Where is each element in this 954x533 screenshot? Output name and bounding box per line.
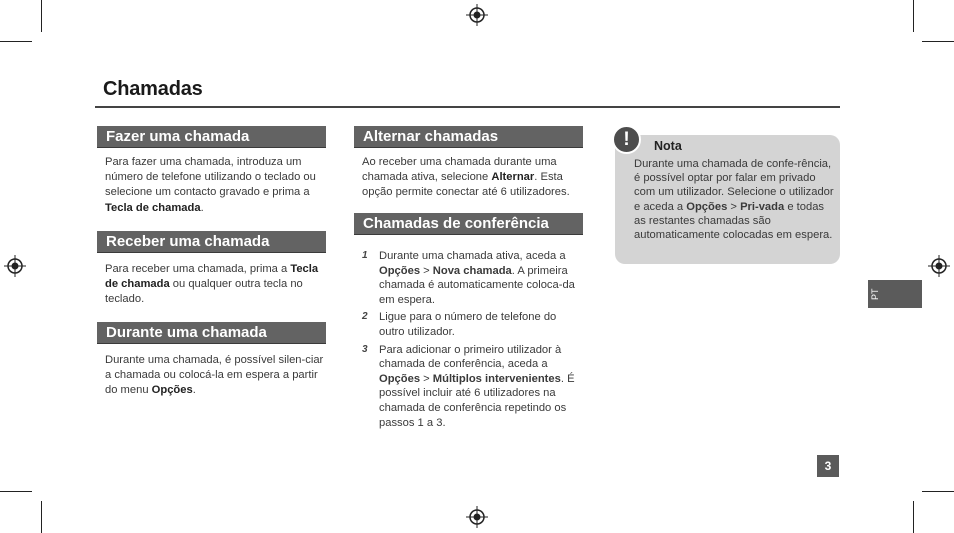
crop-mark [0, 41, 32, 42]
text-run: Durante uma chamada, é possível silen-ciar a chamada ou colocá-la em espera a partir do menu [105, 354, 324, 397]
text-run: > [420, 372, 433, 385]
text-run: Ligue para o número de telefone do outro utilizador. [379, 311, 557, 338]
section-heading-conference: Chamadas de conferência [354, 213, 583, 235]
crop-mark [922, 41, 954, 42]
section-heading-during-call: Durante uma chamada [97, 322, 326, 344]
text-run: . É possível incluir até 6 utilizadores na chamada de conferência repetindo os passos 1 a 3. [379, 372, 575, 429]
registration-mark-icon [466, 506, 488, 528]
section-heading-switch-calls: Alternar chamadas [354, 126, 583, 148]
text-run: > [727, 200, 741, 213]
crop-mark [913, 0, 914, 32]
during-call-text [105, 353, 327, 399]
text-run: . Esta opção permite conectar até 6 utilizadores. [362, 171, 570, 199]
text-run: . [192, 384, 196, 397]
crop-mark [913, 501, 914, 533]
language-tab-label: PT [870, 288, 880, 300]
bold-text: Opções [379, 372, 421, 385]
crop-mark [41, 501, 42, 533]
registration-mark-icon [928, 255, 950, 277]
text-run: . [200, 201, 204, 214]
registration-mark-icon [4, 255, 26, 277]
step-item [362, 310, 584, 339]
text-run: Durante uma chamada de confe-rência, é possível optar por falar em privado com um utilizador. Selecione o utilizador e aceda a [634, 158, 834, 213]
page-number: 3 [817, 455, 839, 477]
step-number: 3 [362, 343, 368, 355]
title-divider [95, 106, 840, 108]
crop-mark [0, 491, 32, 492]
registration-mark-icon [466, 4, 488, 26]
section-heading-make-call: Fazer uma chamada [97, 126, 326, 148]
step-item [362, 343, 584, 431]
bold-text: Tecla de chamada [105, 201, 201, 214]
text-run: . A primeira chamada é automaticamente coloca-da em espera. [379, 264, 575, 306]
text-run: Para fazer uma chamada, introduza um número de telefone utilizando o teclado ou selecione um contacto gravado e prima a [105, 156, 316, 199]
bold-text: Alternar [491, 171, 535, 184]
receive-call-text [105, 262, 323, 308]
section-heading-receive-call: Receber uma chamada [97, 231, 326, 253]
bold-text: Múltiplos intervenientes [432, 372, 561, 385]
bold-text: Pri-vada [740, 200, 785, 213]
exclamation-icon: ! [612, 125, 641, 154]
conference-steps [362, 249, 584, 433]
step-number: 1 [362, 250, 368, 261]
bold-text: Opções [379, 264, 421, 277]
text-run: Ao receber uma chamada durante uma chamada ativa, selecione [362, 156, 557, 184]
text-run: ou qualquer outra tecla no teclado. [105, 278, 303, 306]
crop-mark [41, 0, 42, 32]
text-run: > [420, 264, 433, 277]
switch-calls-text [362, 155, 584, 201]
bold-text: Tecla de chamada [105, 263, 319, 291]
page-title: Chamadas [103, 78, 203, 100]
make-call-text [105, 155, 323, 216]
text-run: Para receber uma chamada, prima a [105, 263, 291, 275]
note-text [634, 157, 834, 242]
crop-mark [922, 491, 954, 492]
bold-text: Opções [686, 200, 728, 213]
bold-text: Opções [151, 384, 193, 397]
text-run: e todas as restantes chamadas são automaticamente colocadas em espera. [634, 200, 833, 242]
bold-text: Nova chamada [432, 264, 512, 277]
step-number: 2 [362, 311, 368, 323]
step-item [362, 249, 584, 307]
text-run: Durante uma chamada ativa, aceda a [379, 250, 566, 262]
note-title: Nota [654, 139, 682, 153]
text-run: Para adicionar o primeiro utilizador à chamada de conferência, aceda a [379, 343, 562, 371]
